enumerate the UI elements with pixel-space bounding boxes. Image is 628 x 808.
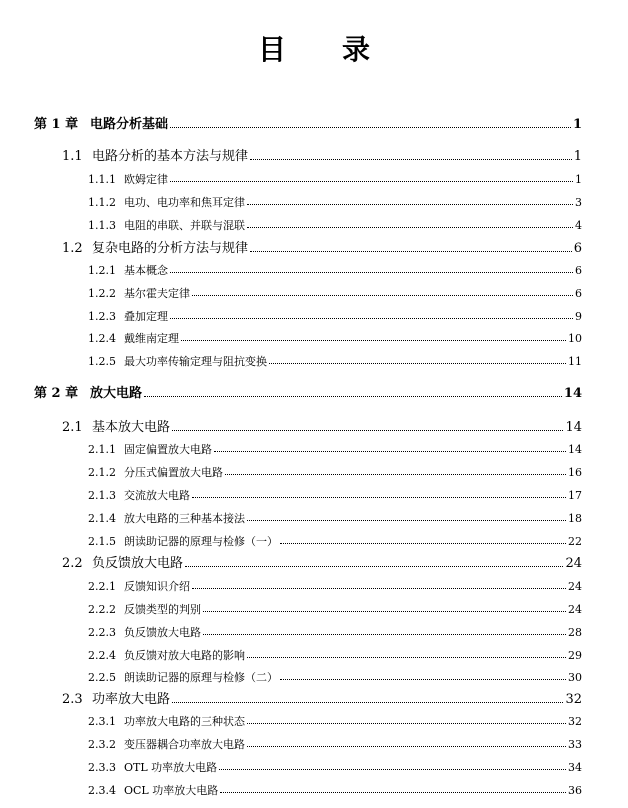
toc-sub-2.2.3[interactable]	[88, 627, 582, 638]
toc-number: 1.2.2	[88, 287, 116, 300]
toc-number: 2.1.2	[88, 466, 116, 479]
toc-number: 1.2.4	[88, 332, 116, 345]
dot-leader	[172, 430, 563, 431]
dot-leader	[247, 723, 566, 724]
toc-number: 第 2 章	[34, 386, 79, 401]
toc-title: 反馈类型的判别	[124, 603, 201, 616]
page-title	[0, 28, 628, 68]
toc-number: 2.2.4	[88, 649, 116, 662]
dot-leader	[170, 272, 573, 273]
dot-leader	[170, 318, 573, 319]
toc-sub-2.3.4[interactable]	[88, 785, 582, 796]
toc-sub-2.1.3[interactable]	[88, 490, 582, 501]
toc-section-2.2[interactable]	[62, 557, 582, 570]
toc-number: 2.1.1	[88, 443, 116, 456]
toc-page-number: 9	[575, 310, 582, 323]
toc-title: 基尔霍夫定律	[124, 287, 190, 300]
toc-sub-2.2.5[interactable]	[88, 672, 582, 683]
toc-sub-2.1.1[interactable]	[88, 444, 582, 455]
toc-page-number: 1	[572, 117, 582, 132]
toc-number: 2.3	[62, 692, 83, 707]
toc-section-1.2[interactable]	[62, 242, 582, 255]
dot-leader	[181, 340, 566, 341]
toc-title: 最大功率传输定理与阻抗变换	[124, 355, 267, 368]
dot-leader	[225, 474, 566, 475]
toc-title: OCL 功率放大电路	[124, 784, 219, 797]
toc-page-number: 17	[568, 489, 582, 502]
toc-number: 1.2.3	[88, 310, 116, 323]
toc-number: 1.2.1	[88, 264, 116, 277]
toc-page-number: 10	[568, 332, 582, 345]
toc-title: 功率放大电路的三种状态	[124, 715, 245, 728]
toc-sub-1.2.3[interactable]	[88, 311, 582, 322]
toc-number: 1.1.1	[88, 173, 116, 186]
toc-title: 电功、电功率和焦耳定律	[124, 196, 245, 209]
toc-sub-1.2.5[interactable]	[88, 356, 582, 367]
dot-leader	[192, 497, 566, 498]
toc-page-number: 6	[575, 264, 582, 277]
toc-page-number: 24	[568, 580, 582, 593]
toc-sub-2.1.4[interactable]	[88, 513, 582, 524]
toc-page-number: 1	[573, 149, 582, 164]
toc-title: 固定偏置放大电路	[124, 443, 212, 456]
toc-title: 负反馈对放大电路的影响	[124, 649, 245, 662]
toc-page-number: 14	[568, 443, 582, 456]
toc-number: 1.2	[62, 241, 83, 256]
toc-sub-2.3.2[interactable]	[88, 739, 582, 750]
toc-sub-2.3.3[interactable]	[88, 762, 582, 773]
toc-page-number: 11	[568, 355, 582, 368]
toc-title: 电路分析的基本方法与规律	[92, 149, 249, 164]
dot-leader	[250, 159, 572, 160]
dot-leader	[250, 251, 572, 252]
toc-number: 2.3.1	[88, 715, 116, 728]
toc-number: 1.2.5	[88, 355, 116, 368]
toc-title: 电阻的串联、并联与混联	[124, 219, 245, 232]
toc-number: 1.1.2	[88, 196, 116, 209]
toc-section-1.1[interactable]	[62, 150, 582, 163]
dot-leader	[203, 611, 566, 612]
dot-leader	[214, 451, 566, 452]
toc-section-2.1[interactable]	[62, 421, 582, 434]
toc-sub-1.2.1[interactable]	[88, 265, 582, 276]
toc-page-number: 33	[568, 738, 582, 751]
toc-page-number: 4	[575, 219, 582, 232]
toc-chapter-2[interactable]	[34, 387, 582, 400]
dot-leader	[203, 634, 566, 635]
toc-page-number: 32	[565, 692, 582, 707]
toc-title: 负反馈放大电路	[92, 556, 184, 571]
toc-page-number: 24	[568, 603, 582, 616]
toc-number: 2.3.3	[88, 761, 116, 774]
toc-title: 朗读助记器的原理与检修（二）	[124, 671, 278, 684]
dot-leader	[269, 363, 566, 364]
toc-sub-1.1.1[interactable]	[88, 174, 582, 185]
toc-sub-2.1.5[interactable]	[88, 536, 582, 547]
toc-number: 2.1.3	[88, 489, 116, 502]
toc-title: 欧姆定律	[124, 173, 168, 186]
dot-leader	[219, 769, 566, 770]
toc-title: 交流放大电路	[124, 489, 190, 502]
toc-page-number: 16	[568, 466, 582, 479]
toc-title: 基本概念	[124, 264, 168, 277]
toc-title: 负反馈放大电路	[124, 626, 201, 639]
toc-page-number: 14	[565, 420, 582, 435]
toc-sub-2.1.2[interactable]	[88, 467, 582, 478]
dot-leader	[172, 702, 563, 703]
toc-number: 第 1 章	[34, 117, 79, 132]
dot-leader	[247, 520, 566, 521]
toc-title: 基本放大电路	[92, 420, 171, 435]
toc-title: OTL 功率放大电路	[124, 761, 218, 774]
toc-page-number: 6	[573, 241, 582, 256]
toc-chapter-1[interactable]	[34, 118, 582, 131]
toc-page-number: 32	[568, 715, 582, 728]
toc-number: 2.1.5	[88, 535, 116, 548]
toc-title: 放大电路的三种基本接法	[124, 512, 245, 525]
toc-title: 分压式偏置放大电路	[124, 466, 223, 479]
toc-page-number: 3	[575, 196, 582, 209]
toc-page-number: 28	[568, 626, 582, 639]
toc-title: 戴维南定理	[124, 332, 179, 345]
page-title-left: 目	[257, 33, 286, 66]
toc-number: 2.2.1	[88, 580, 116, 593]
toc-sub-1.1.3[interactable]	[88, 220, 582, 231]
toc-section-2.3[interactable]	[62, 693, 582, 706]
toc-title: 叠加定理	[124, 310, 168, 323]
toc-sub-2.2.2[interactable]	[88, 604, 582, 615]
dot-leader	[247, 746, 566, 747]
toc-title: 电路分析基础	[90, 117, 169, 132]
toc-title: 朗读助记器的原理与检修（一）	[124, 535, 278, 548]
toc-page-number: 18	[568, 512, 582, 525]
dot-leader	[247, 657, 566, 658]
toc-title: 放大电路	[90, 386, 143, 401]
toc-sub-1.2.2[interactable]	[88, 288, 582, 299]
dot-leader	[170, 181, 573, 182]
dot-leader	[220, 792, 566, 793]
toc-sub-1.1.2[interactable]	[88, 197, 582, 208]
toc-sub-2.2.4[interactable]	[88, 650, 582, 661]
toc-number: 1.1.3	[88, 219, 116, 232]
toc-page-number: 1	[575, 173, 582, 186]
dot-leader	[144, 396, 562, 397]
toc-number: 2.1.4	[88, 512, 116, 525]
toc-sub-2.3.1[interactable]	[88, 716, 582, 727]
toc-page-number: 14	[563, 386, 582, 401]
toc-number: 2.3.2	[88, 738, 116, 751]
dot-leader	[247, 227, 573, 228]
dot-leader	[280, 679, 566, 680]
toc-number: 2.2.5	[88, 671, 116, 684]
toc-number: 2.2.3	[88, 626, 116, 639]
dot-leader	[170, 127, 571, 128]
dot-leader	[192, 295, 573, 296]
dot-leader	[280, 543, 566, 544]
toc-page-number: 22	[568, 535, 582, 548]
toc-page-number: 29	[568, 649, 582, 662]
toc-title: 反馈知识介绍	[124, 580, 190, 593]
toc-number: 2.2	[62, 556, 83, 571]
toc-page-number: 6	[575, 287, 582, 300]
toc-title: 复杂电路的分析方法与规律	[92, 241, 249, 256]
toc-page-number: 30	[568, 671, 582, 684]
toc-title: 功率放大电路	[92, 692, 171, 707]
toc-number: 1.1	[62, 149, 83, 164]
toc-number: 2.2.2	[88, 603, 116, 616]
toc-page-number: 36	[568, 784, 582, 797]
dot-leader	[247, 204, 573, 205]
dot-leader	[185, 566, 563, 567]
toc-title: 变压器耦合功率放大电路	[124, 738, 245, 751]
page-title-right: 录	[342, 33, 371, 66]
toc-sub-2.2.1[interactable]	[88, 581, 582, 592]
toc-page-number: 34	[568, 761, 582, 774]
toc-number: 2.3.4	[88, 784, 116, 797]
toc-number: 2.1	[62, 420, 83, 435]
toc-sub-1.2.4[interactable]	[88, 333, 582, 344]
toc-page-number: 24	[565, 556, 582, 571]
dot-leader	[192, 588, 566, 589]
